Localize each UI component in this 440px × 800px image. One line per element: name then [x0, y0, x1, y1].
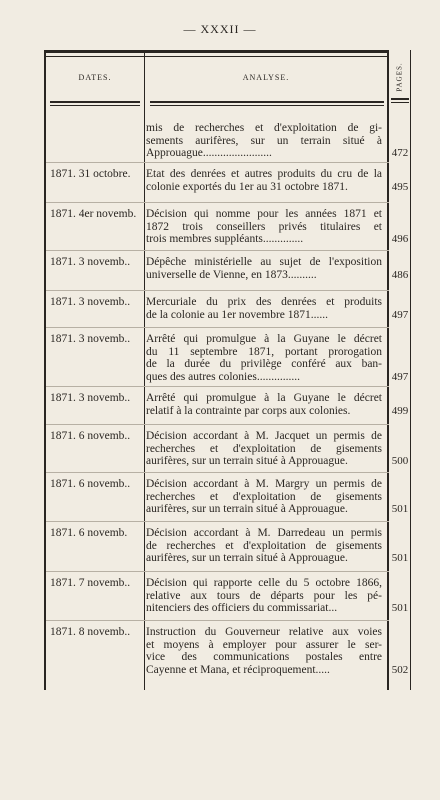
entry-analysis-line: recherches et d'exploitation de gisements — [146, 442, 382, 455]
entry-page: 501 — [391, 552, 409, 565]
entry-page: 501 — [391, 503, 409, 516]
entry-page: 472 — [391, 147, 409, 160]
entry-analysis-line: Mercuriale du prix des denrées et produits — [146, 296, 382, 308]
entry-date: 1871. 3 novemb.. — [50, 256, 131, 268]
entry-analysis-line: aurifères, sur un terrain situé à Approuague. — [146, 455, 348, 468]
entry-page: 499 — [391, 404, 409, 417]
entry-analysis-line: vice des communications postales entre — [146, 651, 382, 664]
entry-date: 1871. 4er novemb. — [50, 208, 137, 220]
entry-analysis-line: du 11 septembre 1871, portant prorogation — [146, 345, 382, 358]
entry-analysis-line: Décision accordant à M. Darredeau un permis — [146, 527, 382, 539]
entry-analysis-line: relatif à la contrainte par corps aux colonies. — [146, 404, 351, 417]
entry-page: 495 — [391, 180, 409, 193]
entry-analysis-line: aurifères, sur un terrain situé à Approuague. — [146, 503, 348, 516]
entry-analysis-line: colonie exportés du 1er au 31 octobre 1871. — [146, 180, 348, 193]
entry-analysis-line: et moyens à employer pour assurer le ser- — [146, 638, 382, 651]
entry-analysis — [146, 333, 382, 383]
entry-page: 502 — [391, 663, 409, 676]
entry-page: 500 — [391, 455, 409, 468]
entry-page: 497 — [391, 370, 409, 383]
entry-page: 497 — [391, 308, 409, 321]
entry-analysis-line: Décision accordant à M. Margry un permis de — [146, 478, 382, 490]
entry-page: 486 — [391, 268, 409, 281]
entry-analysis-line: Instruction du Gouverneur relative aux voies — [146, 626, 382, 638]
entry-separator — [46, 162, 389, 163]
entry-analysis-line: Décision qui rapporte celle du 5 octobre 1866, — [146, 577, 382, 589]
header-pages-label: PAGES. — [396, 62, 404, 92]
entry-date: 1871. 31 octobre. — [50, 168, 131, 180]
entry-analysis-line: sements aurifères, sur un terrain situé à — [146, 134, 382, 147]
entry-analysis — [146, 208, 382, 246]
entry-date: 1871. 6 novemb.. — [50, 478, 131, 490]
entry-analysis — [146, 296, 382, 321]
entry-analysis-line: Décision qui nomme pour les années 1871 et — [146, 208, 382, 220]
entry-analysis — [146, 122, 382, 160]
entry-analysis-line: universelle de Vienne, en 1873.......... — [146, 268, 317, 281]
header-analyse: ANALYSE. — [242, 73, 290, 82]
entry-date: 1871. 6 novemb. — [50, 527, 128, 539]
header-pages — [389, 58, 411, 96]
entry-analysis-line: mis de recherches et d'exploitation de gi- — [146, 122, 382, 134]
entry-analysis — [146, 430, 382, 468]
entry-page: 496 — [391, 233, 409, 246]
entry-separator — [46, 620, 389, 621]
entry-analysis-line: Cayenne et Mana, et réciproquement..... — [146, 663, 330, 676]
entry-separator — [46, 290, 389, 291]
header-dates: DATES. — [78, 73, 112, 82]
entry-analysis-line: Approuague........................ — [146, 147, 272, 160]
entry-page: 501 — [391, 602, 409, 615]
entry-separator — [46, 386, 389, 387]
header-rule-dates-thin — [50, 105, 140, 106]
entry-separator — [46, 521, 389, 522]
header-rule-pages-thin — [391, 102, 409, 103]
header-rule-analyse — [150, 101, 384, 103]
entry-separator — [46, 472, 389, 473]
entry-analysis — [146, 256, 382, 281]
header-rule-pages — [391, 98, 409, 100]
entry-analysis-line: de la durée du privilège conféré aux ban- — [146, 358, 382, 371]
entry-date: 1871. 7 novemb.. — [50, 577, 131, 589]
entry-analysis-line: Etat des denrées et autres produits du cru de la — [146, 168, 382, 180]
header-rule-analyse-thin — [150, 105, 384, 106]
entry-analysis-line: aurifères, sur un terrain situé à Approuague. — [146, 552, 348, 565]
entry-separator — [46, 424, 389, 425]
entry-analysis — [146, 168, 382, 193]
entry-analysis — [146, 392, 382, 417]
entry-analysis-line: trois membres suppléants.............. — [146, 233, 304, 246]
page-number: — XXXII — — [183, 22, 257, 36]
entry-analysis — [146, 577, 382, 615]
entry-analysis — [146, 478, 382, 516]
entry-separator — [46, 250, 389, 251]
entry-analysis — [146, 527, 382, 565]
entry-date: 1871. 8 novemb.. — [50, 626, 131, 638]
entry-analysis-line: recherches et d'exploitation de gisements — [146, 490, 382, 503]
entry-analysis-line: de recherches et d'exploitation de gisements — [146, 539, 382, 552]
entry-analysis-line: 1872 trois conseillers privés titulaires et — [146, 220, 382, 233]
entry-analysis-line: de la colonie au 1er novembre 1871...... — [146, 308, 329, 321]
entry-analysis-line: Arrêté qui promulgue à la Guyane le décret — [146, 333, 382, 345]
entry-analysis-line: Dépêche ministérielle au sujet de l'exposition — [146, 256, 382, 268]
entry-analysis-line: ques des autres colonies............... — [146, 370, 300, 383]
entry-analysis-line: relative aux tours de départs pour les pé- — [146, 589, 382, 602]
entry-analysis-line: Arrêté qui promulgue à la Guyane le décret — [146, 392, 382, 404]
dates-column-divider — [144, 53, 145, 690]
entry-date: 1871. 3 novemb.. — [50, 392, 131, 404]
header-rule-dates — [50, 101, 140, 103]
entry-date: 1871. 3 novemb.. — [50, 296, 131, 308]
entry-separator — [46, 202, 389, 203]
entry-separator — [46, 571, 389, 572]
entry-analysis-line: nitenciers des officiers du commissariat... — [146, 602, 338, 615]
entry-analysis — [146, 626, 382, 676]
entry-date: 1871. 3 novemb.. — [50, 333, 131, 345]
entry-separator — [46, 327, 389, 328]
entry-analysis-line: Décision accordant à M. Jacquet un permis de — [146, 430, 382, 442]
entry-date: 1871. 6 novemb.. — [50, 430, 131, 442]
table-header — [46, 53, 387, 101]
